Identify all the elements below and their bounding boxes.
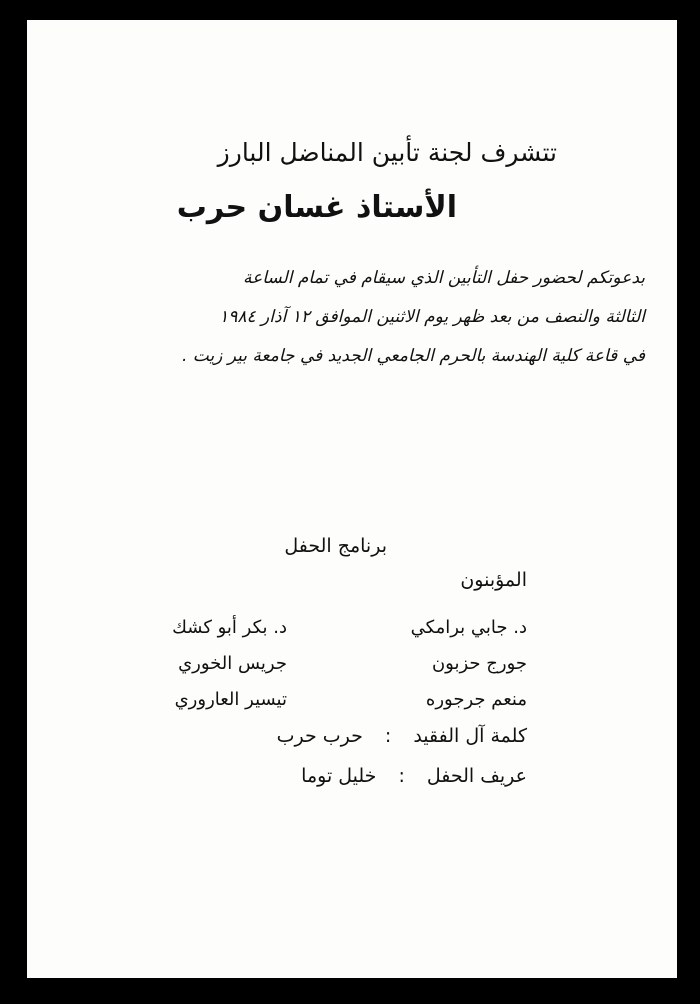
eulogists-label: المؤبنون <box>460 569 527 591</box>
eulogist-name: جورج حزبون <box>431 653 527 674</box>
invitation-line-1: بدعوتكم لحضور حفل التأبين الذي سيقام في تمام الساعة <box>242 268 645 288</box>
header-line: تتشرف لجنة تأبين المناضل البارز <box>217 138 557 167</box>
program-title: برنامج الحفل <box>284 535 387 557</box>
mc-label: عريف الحفل <box>426 765 527 787</box>
eulogist-name: د. بكر أبو كشك <box>172 617 287 638</box>
invitation-card <box>27 20 677 978</box>
mc-value: خليل توما <box>301 765 377 787</box>
separator: : <box>384 725 392 747</box>
invitation-line-2: الثالثة والنصف من بعد ظهر يوم الاثنين الموافق ١٢ آذار ١٩٨٤ <box>219 307 645 327</box>
mc-row <box>301 765 527 787</box>
eulogist-name: منعم جرجوره <box>425 689 527 710</box>
eulogist-name: د. جابي برامكي <box>410 617 527 638</box>
family-speech-value: حرب حرب <box>276 725 363 747</box>
eulogist-name: جريس الخوري <box>178 653 287 674</box>
invitation-line-3: في قاعة كلية الهندسة بالحرم الجامعي الجديد في جامعة بير زيت . <box>181 346 645 366</box>
eulogist-name: تيسير العاروري <box>174 689 287 710</box>
family-speech-label: كلمة آل الفقيد <box>413 725 527 747</box>
family-speech-row <box>277 725 527 747</box>
separator: : <box>398 765 405 787</box>
honoree-name: الأستاذ غسان حرب <box>176 190 457 225</box>
